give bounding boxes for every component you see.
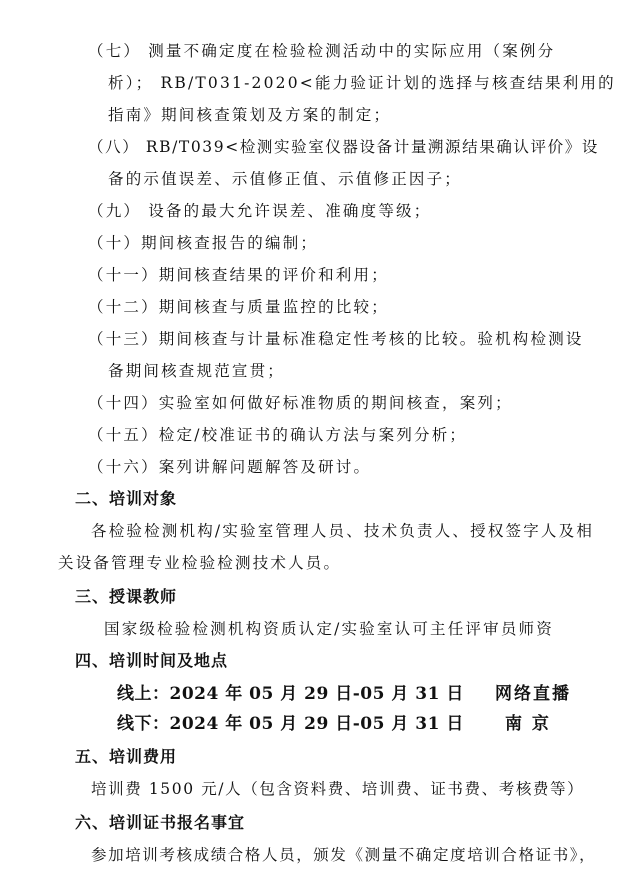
item-7-line-1: （七） 测量不确定度在检验检测活动中的实际应用（案例分 (88, 42, 556, 60)
item-8-line-2: 备的示值误差、示值修正值、示值修正因子； (108, 170, 463, 188)
schedule-online-label: 线上：2024 年 05 月 29 日-05 月 31 日 (117, 684, 464, 704)
item-8-line-1: （八） RB/T039<检测实验室仪器设备计量溯源结果确认评价》设 (88, 138, 599, 156)
item-16: （十六）案列讲解问题解答及研讨。 (88, 458, 372, 476)
item-12: （十二）期间核查与质量监控的比较； (88, 298, 389, 316)
section-6-heading: 六、培训证书报名事宜 (75, 813, 246, 832)
item-15: （十五）检定/校准证书的确认方法与案列分析； (88, 426, 468, 444)
item-7-line-3: 指南》期间核查策划及方案的制定； (108, 106, 392, 124)
section-3-heading: 三、授课教师 (75, 587, 178, 606)
item-9: （九） 设备的最大允许误差、准确度等级； (88, 202, 432, 220)
item-14: （十四）实验室如何做好标准物质的期间核查，案列； (88, 394, 513, 412)
schedule-offline-place: 南 京 (505, 714, 551, 734)
item-13-line-2: 备期间核查规范宣贯； (108, 362, 286, 380)
section-5-line-1: 培训费 1500 元/人（包含资料费、培训费、证书费、考核费等） (91, 780, 585, 798)
section-3-line-1: 国家级检验检测机构资质认定/实验室认可主任评审员师资 (104, 620, 554, 638)
schedule-offline (117, 713, 551, 735)
item-11: （十一）期间核查结果的评价和利用； (88, 266, 389, 284)
item-7-line-2: 析）； RB/T031-2020<能力验证计划的选择与核查结果利用的 (108, 74, 616, 92)
schedule-online (117, 683, 571, 705)
section-2-heading: 二、培训对象 (75, 489, 178, 508)
section-5-heading: 五、培训费用 (75, 747, 178, 766)
schedule-offline-label: 线下：2024 年 05 月 29 日-05 月 31 日 (117, 714, 464, 734)
item-13-line-1: （十三）期间核查与计量标准稳定性考核的比较。验机构检测设 (88, 330, 584, 348)
item-10: （十）期间核查报告的编制； (88, 234, 319, 252)
section-2-line-2: 关设备管理专业检验检测技术人员。 (58, 554, 342, 572)
section-2-line-1: 各检验检测机构/实验室管理人员、技术负责人、授权签字人及相 (91, 522, 595, 540)
schedule-online-place: 网络直播 (495, 684, 571, 704)
section-4-heading: 四、培训时间及地点 (75, 651, 229, 670)
section-6-line-1: 参加培训考核成绩合格人员，颁发《测量不确定度培训合格证书》， (91, 846, 597, 864)
